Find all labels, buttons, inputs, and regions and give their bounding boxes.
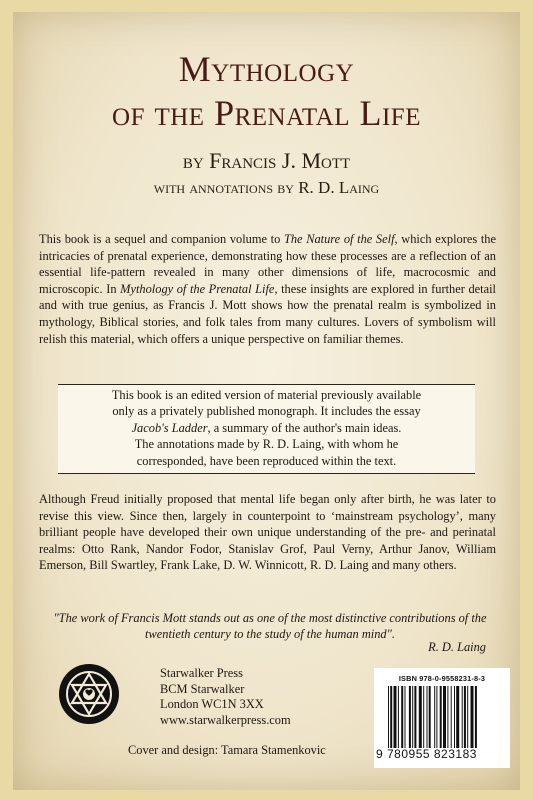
barcode-bar xyxy=(464,686,466,748)
barcode-bar xyxy=(451,686,452,748)
notice-line: only as a privately published monograph. It includes the essay xyxy=(112,404,421,419)
isbn-label: ISBN 978-0-9558231-8-3 xyxy=(398,674,486,683)
edition-notice-box xyxy=(58,384,475,474)
barcode-bar xyxy=(409,686,411,748)
barcode-bar xyxy=(436,686,437,748)
text: , these insights are explored in further detail and with true genius, as Francis J. Mott shows how the prenatal realm is symbolized in mythology, Biblical stories, and folk tales from many cultures. Lovers of symbolism will relish this material, which offers a unique perspective on familiar themes. xyxy=(39,281,496,346)
barcode-bars xyxy=(388,686,506,748)
barcode-bar xyxy=(443,686,446,748)
barcode-bar xyxy=(390,686,392,748)
barcode-bar xyxy=(434,686,435,748)
publisher-website[interactable]: www.starwalkerpress.com xyxy=(160,712,291,727)
barcode-bar xyxy=(440,686,442,748)
barcode-bar xyxy=(398,686,399,748)
publisher-block xyxy=(160,666,291,728)
barcode-bar xyxy=(401,686,403,748)
text: This book is a sequel and companion volume to xyxy=(39,232,284,246)
design-credit: Cover and design: Tamara Stamenkovic xyxy=(128,743,326,757)
publisher-name: Starwalker Press xyxy=(160,666,243,680)
text: , which explores the intricacies of prenatal experience, demonstrating how these processes are a reflection of an essential life-pattern revealed in many other dimensions of life, macrocosmic and microscopic. In xyxy=(39,232,496,296)
barcode-bar xyxy=(475,686,477,748)
text: , a summary of the author's main ideas. xyxy=(207,420,402,435)
starwalker-logo-icon xyxy=(58,663,120,725)
testimonial-quote: "The work of Francis Mott stands out as one of the most distinctive contributions of the twentieth century to the study of the human mind". xyxy=(53,611,487,641)
barcode-bar xyxy=(427,686,428,748)
description-paragraph xyxy=(39,231,496,347)
publisher-address: London WC1N 3XX xyxy=(160,697,264,712)
barcode-bar xyxy=(462,686,463,748)
barcode-bar xyxy=(467,686,468,748)
notice-line: corresponded, have been reproduced within the text. xyxy=(136,453,397,468)
barcode-bar xyxy=(405,686,406,748)
annotations-line: with annotations by R. D. Laing xyxy=(153,178,380,197)
barcode-bar xyxy=(394,686,397,748)
notice-line: The annotations made by R. D. Laing, with whom he xyxy=(134,437,399,452)
barcode-bar xyxy=(423,686,424,748)
publisher-address: BCM Starwalker xyxy=(160,681,245,696)
barcode-bar xyxy=(412,686,413,748)
isbn-barcode xyxy=(374,668,510,768)
history-paragraph: Although Freud initially proposed that mental life began only after birth, he was later to revise this view. Since then, largely in counterpoint to ‘mainstream psychology’, many brilliant people have developed their own unique understanding of the pre- and perinatal realms: Otto Rank, Nandor Fodor, Stanislav Grof, Paul Verny, Arthur Janov, William Emerson, Bill Swartley, Frank Lake, D. W. Winnicott, R. D. Laing and many others. xyxy=(39,492,496,573)
barcode-bar xyxy=(471,686,474,748)
author-line: by Francis J. Mott xyxy=(182,148,351,173)
notice-line: This book is an edited version of material previously available xyxy=(111,388,422,402)
book-title-reference: The Nature of the Self xyxy=(283,232,395,246)
quote-attribution: R. D. Laing xyxy=(428,640,486,654)
barcode-bar xyxy=(454,686,455,748)
barcode-bar xyxy=(414,686,416,748)
barcode-bar xyxy=(419,686,422,748)
barcode-digits: 9 780955 823183 xyxy=(376,747,477,761)
notice-line xyxy=(58,420,475,436)
barcode-bar xyxy=(447,686,448,748)
essay-title: Jacob's Ladder xyxy=(131,420,208,435)
barcode-bar xyxy=(429,686,431,748)
title-line-2: of the Prenatal Life xyxy=(112,93,421,133)
barcode-bar xyxy=(456,686,459,748)
book-title-reference: Mythology of the Prenatal Life xyxy=(120,281,275,296)
title-line-1: Mythology xyxy=(178,49,355,89)
barcode-bar xyxy=(388,686,389,748)
